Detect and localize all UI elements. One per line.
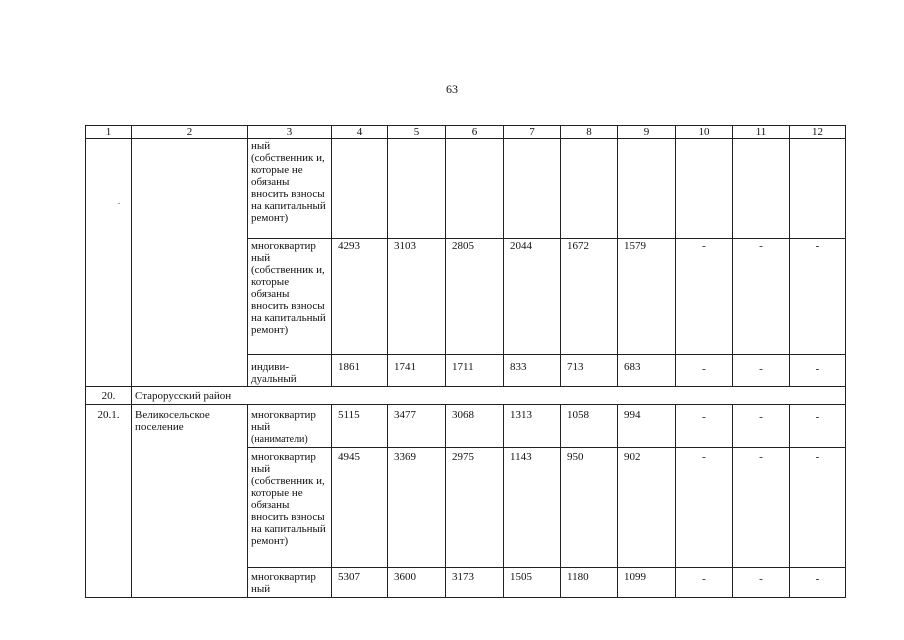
value-cell: - bbox=[733, 405, 790, 448]
value-cell: - bbox=[733, 568, 790, 598]
value-cell: 1861 bbox=[332, 355, 388, 387]
housing-type-label: многоквартир ный bbox=[251, 409, 316, 433]
header-cell: 8 bbox=[561, 126, 618, 139]
section-row bbox=[86, 387, 846, 405]
table-row bbox=[86, 405, 846, 448]
value-cell: 713 bbox=[561, 355, 618, 387]
tariff-table bbox=[85, 125, 846, 598]
housing-type-cell bbox=[248, 405, 332, 448]
header-cell: 2 bbox=[132, 126, 248, 139]
header-cell: 5 bbox=[388, 126, 446, 139]
settlement-cell: Великосельское поселение bbox=[132, 405, 248, 598]
header-cell: 7 bbox=[504, 126, 561, 139]
section-title: Старорусский район bbox=[132, 387, 846, 405]
value-cell: 950 bbox=[561, 448, 618, 568]
value-cell: 994 bbox=[618, 405, 676, 448]
value-cell: 1058 bbox=[561, 405, 618, 448]
value-cell: 4293 bbox=[332, 239, 388, 355]
header-cell: 1 bbox=[86, 126, 132, 139]
row-number-cell: 20.1. bbox=[86, 405, 132, 598]
header-cell: 9 bbox=[618, 126, 676, 139]
value-cell: 2975 bbox=[446, 448, 504, 568]
value-cell: - bbox=[676, 239, 733, 355]
value-cell: - bbox=[790, 448, 846, 568]
header-cell: 12 bbox=[790, 126, 846, 139]
value-cell: 1143 bbox=[504, 448, 561, 568]
value-cell: 1313 bbox=[504, 405, 561, 448]
value-cell bbox=[446, 139, 504, 239]
value-cell: - bbox=[733, 239, 790, 355]
settlement-cell bbox=[132, 139, 248, 387]
value-cell: 5307 bbox=[332, 568, 388, 598]
value-cell bbox=[618, 139, 676, 239]
value-cell: - bbox=[790, 239, 846, 355]
value-cell: - bbox=[790, 568, 846, 598]
housing-type-cell: многоквартир ный bbox=[248, 568, 332, 598]
value-cell: 833 bbox=[504, 355, 561, 387]
value-cell: 1672 bbox=[561, 239, 618, 355]
header-cell: 10 bbox=[676, 126, 733, 139]
page-number: 63 bbox=[446, 82, 458, 96]
value-cell bbox=[504, 139, 561, 239]
column-number-row bbox=[86, 126, 846, 139]
value-cell: - bbox=[676, 405, 733, 448]
value-cell: - bbox=[676, 448, 733, 568]
value-cell: 3369 bbox=[388, 448, 446, 568]
header-cell: 4 bbox=[332, 126, 388, 139]
value-cell bbox=[676, 139, 733, 239]
value-cell: 1505 bbox=[504, 568, 561, 598]
value-cell: 1579 bbox=[618, 239, 676, 355]
value-cell: 3173 bbox=[446, 568, 504, 598]
header-cell: 3 bbox=[248, 126, 332, 139]
value-cell: 3477 bbox=[388, 405, 446, 448]
value-cell: 1711 bbox=[446, 355, 504, 387]
value-cell: - bbox=[733, 355, 790, 387]
value-cell bbox=[332, 139, 388, 239]
value-cell: 683 bbox=[618, 355, 676, 387]
value-cell: 5115 bbox=[332, 405, 388, 448]
value-cell: - bbox=[733, 448, 790, 568]
value-cell bbox=[561, 139, 618, 239]
value-cell: 2805 bbox=[446, 239, 504, 355]
value-cell: - bbox=[790, 405, 846, 448]
value-cell: 1741 bbox=[388, 355, 446, 387]
housing-type-note: (наниматели) bbox=[251, 434, 308, 445]
header-cell: 6 bbox=[446, 126, 504, 139]
value-cell: 902 bbox=[618, 448, 676, 568]
value-cell: 4945 bbox=[332, 448, 388, 568]
value-cell bbox=[733, 139, 790, 239]
value-cell: 3600 bbox=[388, 568, 446, 598]
housing-type-cell: индиви- дуальный bbox=[248, 355, 332, 387]
housing-type-cell: многоквартир ный (собственник и, которые обязаны вносить взносы на капитальный ремонт) bbox=[248, 239, 332, 355]
value-cell: - bbox=[676, 568, 733, 598]
value-cell: 3103 bbox=[388, 239, 446, 355]
value-cell: 1099 bbox=[618, 568, 676, 598]
value-cell: 3068 bbox=[446, 405, 504, 448]
row-number-cell bbox=[86, 139, 132, 387]
value-cell: - bbox=[676, 355, 733, 387]
housing-type-cell: многоквартир ный (собственник и, которые не обязаны вносить взносы на капитальный ремонт) bbox=[248, 448, 332, 568]
value-cell: - bbox=[790, 355, 846, 387]
value-cell bbox=[790, 139, 846, 239]
value-cell: 1180 bbox=[561, 568, 618, 598]
header-cell: 11 bbox=[733, 126, 790, 139]
housing-type-cell: ный (собственник и, которые не обязаны вносить взносы на капитальный ремонт) bbox=[248, 139, 332, 239]
value-cell bbox=[388, 139, 446, 239]
table-row bbox=[86, 139, 846, 239]
section-number: 20. bbox=[86, 387, 132, 405]
value-cell: 2044 bbox=[504, 239, 561, 355]
